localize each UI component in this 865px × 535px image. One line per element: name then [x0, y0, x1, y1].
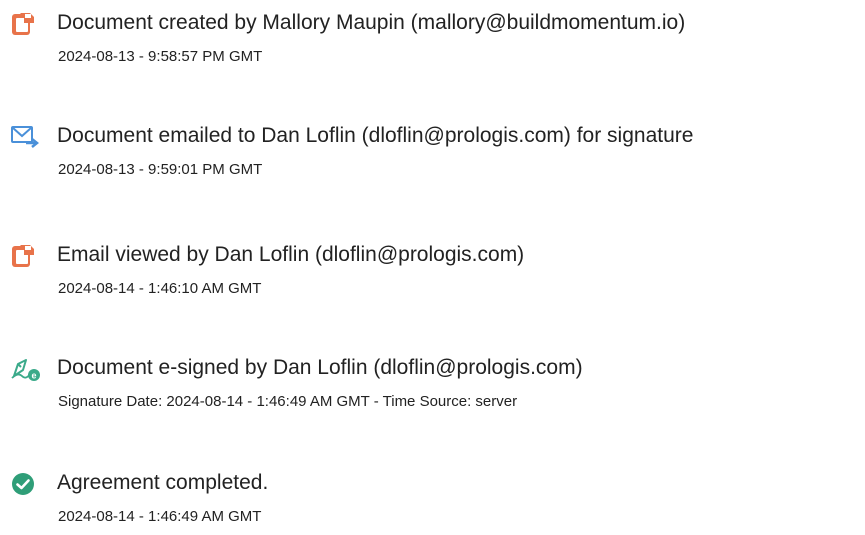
- check-circle-icon: [10, 471, 40, 495]
- email-sent-icon: [10, 124, 40, 148]
- event-title: Email viewed by Dan Loflin (dloflin@prologis.com): [57, 243, 525, 266]
- svg-text:e: e: [31, 370, 37, 381]
- event-timestamp: 2024-08-13 - 9:59:01 PM GMT: [58, 161, 263, 178]
- event-timestamp: 2024-08-14 - 1:46:49 AM GMT: [58, 508, 262, 525]
- esign-pen-icon: [10, 356, 40, 380]
- event-timestamp: 2024-08-14 - 1:46:10 AM GMT: [58, 280, 262, 297]
- document-orange-icon: [10, 243, 40, 267]
- event-title: Agreement completed.: [57, 471, 269, 494]
- event-title: Document emailed to Dan Loflin (dloflin@prologis.com) for signature: [57, 124, 694, 147]
- event-timestamp: Signature Date: 2024-08-14 - 1:46:49 AM GMT - Time Source: server: [58, 393, 518, 410]
- document-orange-icon: [10, 11, 40, 35]
- event-title: Document e-signed by Dan Loflin (dloflin@prologis.com): [57, 356, 583, 379]
- event-title: Document created by Mallory Maupin (mallory@buildmomentum.io): [57, 11, 686, 34]
- event-timestamp: 2024-08-13 - 9:58:57 PM GMT: [58, 48, 263, 65]
